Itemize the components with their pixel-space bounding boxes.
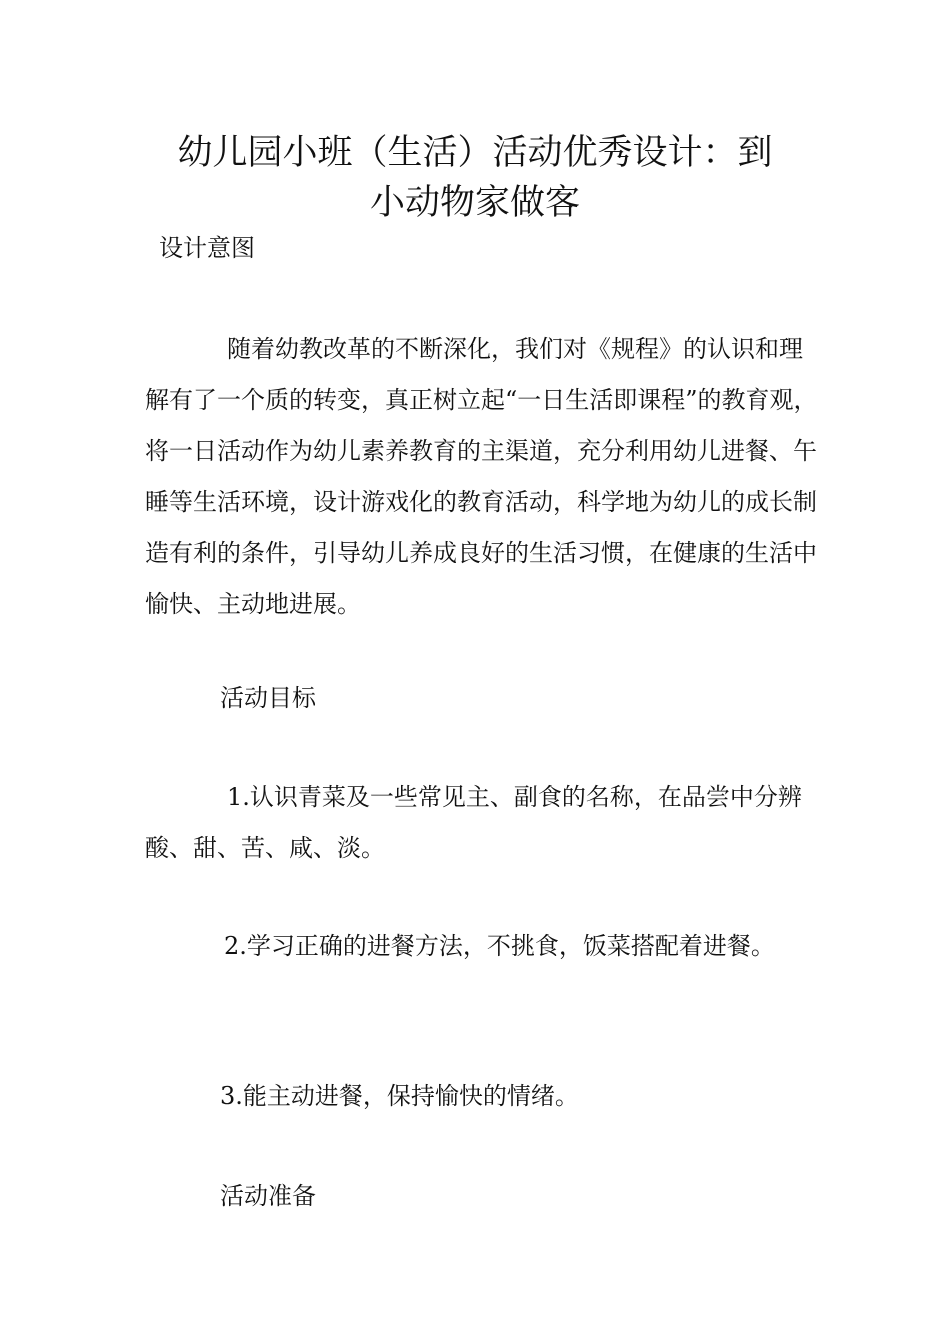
document-title-line-2: 小动物家做客 <box>369 183 580 223</box>
goal-item-3: 3.能主动进餐，保持愉快的情绪。 <box>220 1082 579 1110</box>
section-heading-design-intent: 设计意图 <box>159 234 255 262</box>
document-title-line-1: 幼儿园小班（生活）活动优秀设计：到 <box>177 133 773 173</box>
goal-item-2: 2.学习正确的进餐方法，不挑食，饭菜搭配着进餐。 <box>224 932 775 960</box>
goal-item-1: 1.认识青菜及一些常见主、副食的名称，在品尝中分辨酸、甜、苦、咸、淡。 <box>145 783 802 862</box>
design-intent-paragraph: 随着幼教改革的不断深化，我们对《规程》的认识和理解有了一个质的转变，真正树立起“一日生活即课程”的教育观，将一日活动作为幼儿素养教育的主渠道，充分利用幼儿进餐、午睡等生活环境，设计游戏化的教育活动，科学地为幼儿的成长制造有利的条件，引导幼儿养成良好的生活习惯，在健康的生活中愉快、主动地进展。 <box>145 335 818 618</box>
section-heading-goals: 活动目标 <box>220 684 316 712</box>
section-heading-preparation: 活动准备 <box>220 1182 316 1210</box>
